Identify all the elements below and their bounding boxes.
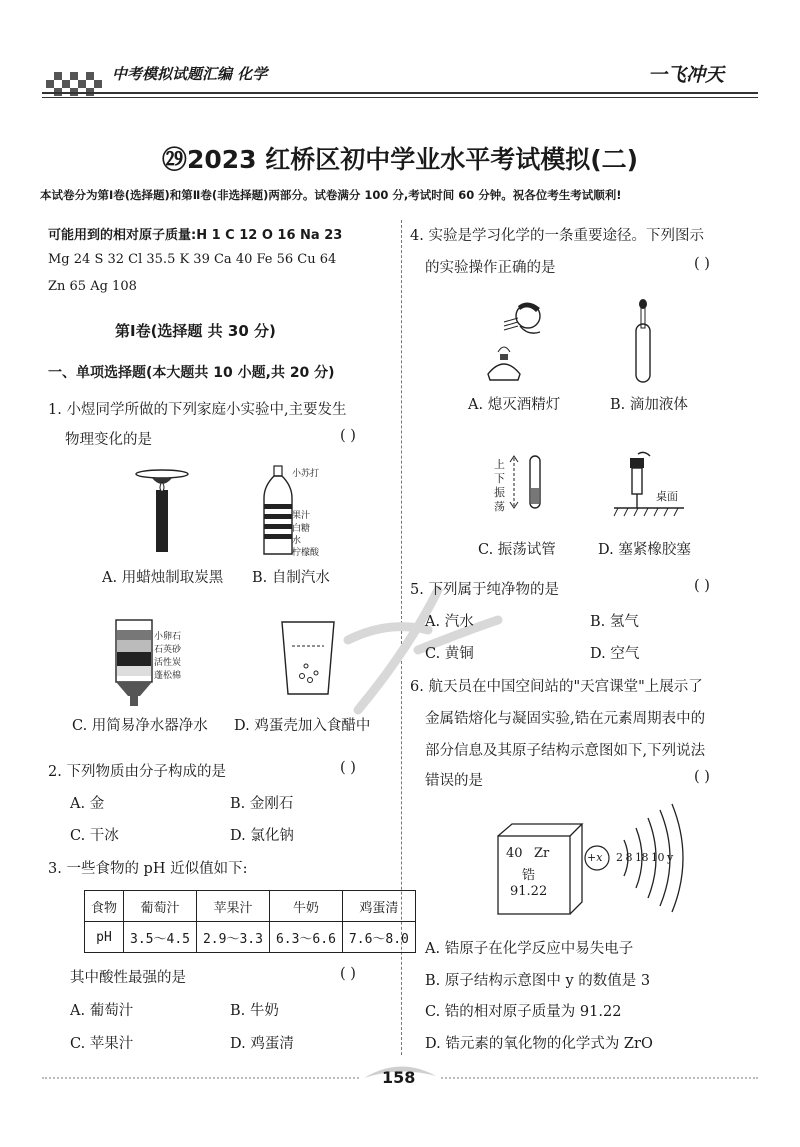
- part-title: 一、单项选择题(本大题共 10 小题,共 20 分): [48, 365, 335, 381]
- q2-answer-blank[interactable]: ( ): [340, 760, 356, 776]
- atomic-masses-line1: 可能用到的相对原子质量:H 1 C 12 O 16 Na 23: [48, 228, 343, 243]
- q1-stem-line1: 1. 小煜同学所做的下列家庭小实验中,主要发生: [48, 402, 347, 418]
- q5-option-b[interactable]: B. 氢气: [590, 614, 639, 630]
- nucleus-charge: +x: [587, 851, 603, 864]
- water-filter-icon: [112, 616, 156, 708]
- table-cell: 食物: [85, 891, 124, 922]
- label-down: 下: [494, 472, 505, 485]
- atomic-masses-line3: Zn 65 Ag 108: [48, 279, 137, 294]
- q1-option-b[interactable]: B. 自制汽水: [252, 570, 330, 586]
- book-title: 中考模拟试题汇编 化学: [112, 65, 268, 83]
- label-soda: 小苏打: [292, 469, 320, 479]
- q1-answer-blank[interactable]: ( ): [340, 428, 356, 444]
- q1-option-c[interactable]: C. 用简易净水器净水: [72, 718, 208, 734]
- q4-figure-alcohol-lamp: [484, 296, 554, 390]
- q4-option-d[interactable]: D. 塞紧橡胶塞: [598, 542, 691, 558]
- candle-plate-icon: [128, 468, 198, 568]
- label-citric-acid: 柠檬酸: [292, 548, 320, 558]
- stopper-tube-icon: [614, 450, 684, 520]
- label-sand: 石英砂: [154, 645, 182, 655]
- q6-option-d[interactable]: D. 锆元素的氧化物的化学式为 ZrO: [425, 1036, 653, 1052]
- q4-stem-line1: 4. 实验是学习化学的一条重要途径。下列图示: [410, 228, 704, 244]
- q4-option-b[interactable]: B. 滴加液体: [610, 397, 688, 413]
- q5-option-a[interactable]: A. 汽水: [425, 614, 474, 630]
- q2-option-d[interactable]: D. 氯化钠: [230, 828, 294, 844]
- q3-option-b[interactable]: B. 牛奶: [230, 1003, 279, 1019]
- q1-option-d[interactable]: D. 鸡蛋壳加入食醋中: [234, 718, 371, 734]
- exam-intro: 本试卷分为第Ⅰ卷(选择题)和第Ⅱ卷(非选择题)两部分。试卷满分 100 分,考试时间 60 分钟。祝各位考生考试顺利!: [40, 188, 622, 202]
- q4-option-c[interactable]: C. 振荡试管: [478, 542, 556, 558]
- q3-question: 其中酸性最强的是: [70, 970, 186, 986]
- q6-stem-line4: 错误的是: [425, 773, 483, 789]
- q6-stem-line1: 6. 航天员在中国空间站的"天宫课堂"上展示了: [410, 679, 703, 695]
- q1-figure-candle: [128, 468, 198, 572]
- ph-table-header-row: [85, 891, 416, 922]
- label-activated-carbon: 活性炭: [154, 658, 182, 668]
- label-shake-1: 振: [494, 486, 505, 499]
- label-shake-2: 荡: [494, 500, 505, 513]
- atomic-masses-line2: Mg 24 S 32 Cl 35.5 K 39 Ca 40 Fe 56 Cu 64: [48, 252, 337, 267]
- header-decoration: [42, 58, 106, 96]
- label-water: 水: [292, 536, 302, 546]
- q5-option-c[interactable]: C. 黄铜: [425, 646, 474, 662]
- q5-stem: 5. 下列属于纯净物的是: [410, 582, 559, 598]
- table-cell: 牛奶: [269, 891, 342, 922]
- label-up: 上: [494, 458, 505, 471]
- q6-option-b[interactable]: B. 原子结构示意图中 y 的数值是 3: [425, 973, 651, 989]
- element-cell: [496, 822, 586, 918]
- q1-stem-line2: 物理变化的是: [65, 432, 152, 448]
- q4-answer-blank[interactable]: ( ): [694, 256, 710, 272]
- q6-option-a[interactable]: A. 锆原子在化学反应中易失电子: [425, 941, 634, 957]
- q6-stem-line3: 部分信息及其原子结构示意图如下,下列说法: [425, 743, 706, 759]
- q2-option-a[interactable]: A. 金: [70, 796, 105, 812]
- atomic-structure: [584, 800, 724, 918]
- q3-stem: 3. 一些食物的 pH 近似值如下:: [48, 861, 248, 877]
- table-cell: 鸡蛋清: [342, 891, 415, 922]
- label-pebble: 小卵石: [154, 632, 182, 642]
- table-cell: pH: [85, 922, 124, 953]
- q2-stem: 2. 下列物质由分子构成的是: [48, 764, 226, 780]
- q4-figure-shake: [508, 454, 548, 518]
- exam-number: ㉙: [161, 145, 187, 174]
- shake-tube-icon: [508, 454, 548, 514]
- cube-outline-icon: [496, 822, 586, 918]
- atomic-mass: 91.22: [510, 884, 548, 899]
- q4-stem-line2: 的实验操作正确的是: [425, 260, 556, 276]
- label-sugar: 白糖: [292, 524, 311, 534]
- table-cell: 3.5～4.5: [124, 922, 197, 953]
- element-symbol: Zr: [534, 846, 550, 861]
- q4-figure-dropper: [628, 298, 658, 392]
- q3-option-a[interactable]: A. 葡萄汁: [70, 1003, 134, 1019]
- q4-option-a[interactable]: A. 熄灭酒精灯: [468, 397, 561, 413]
- q5-answer-blank[interactable]: ( ): [694, 578, 710, 594]
- q2-option-c[interactable]: C. 干冰: [70, 828, 119, 844]
- q6-answer-blank[interactable]: ( ): [694, 769, 710, 785]
- brand-logo: 一飞冲天: [648, 64, 725, 86]
- q3-option-d[interactable]: D. 鸡蛋清: [230, 1036, 294, 1052]
- label-cotton: 蓬松棉: [154, 671, 182, 681]
- blowing-lamp-icon: [484, 296, 554, 386]
- table-cell: 6.3～6.6: [269, 922, 342, 953]
- q3-option-c[interactable]: C. 苹果汁: [70, 1036, 134, 1052]
- table-cell: 葡萄汁: [124, 891, 197, 922]
- q5-option-d[interactable]: D. 空气: [590, 646, 640, 662]
- ph-table-row: [85, 922, 416, 953]
- dropper-tube-icon: [628, 298, 658, 388]
- footer-page-badge: [360, 1058, 440, 1092]
- q6-option-c[interactable]: C. 锆的相对原子质量为 91.22: [425, 1004, 622, 1020]
- ph-table: [84, 890, 416, 953]
- table-cell: 2.9～3.3: [196, 922, 269, 953]
- q6-stem-line2: 金属锆熔化与凝固实验,锆在元素周期表中的: [425, 711, 706, 727]
- q1-figure-filter: [112, 616, 156, 712]
- q2-option-b[interactable]: B. 金刚石: [230, 796, 294, 812]
- q4-figure-stopper: [614, 450, 684, 524]
- header-rule: [42, 92, 758, 98]
- checker-pattern-icon: [42, 58, 106, 96]
- page-title: [0, 140, 800, 176]
- atomic-number: 40: [506, 846, 523, 861]
- exam-title: 2023 红桥区初中学业水平考试模拟(二): [186, 145, 639, 174]
- q1-option-a[interactable]: A. 用蜡烛制取炭黑: [102, 570, 224, 586]
- table-cell: 苹果汁: [196, 891, 269, 922]
- label-juice: 果汁: [292, 511, 311, 521]
- q3-answer-blank[interactable]: ( ): [340, 966, 356, 982]
- element-name: 锆: [522, 868, 536, 883]
- section-title: 第Ⅰ卷(选择题 共 30 分): [115, 322, 276, 340]
- page-number: 158: [382, 1068, 416, 1087]
- table-cell: 7.6～8.0: [342, 922, 415, 953]
- electron-counts: 2 8 18 10 y: [616, 851, 673, 864]
- label-desk: 桌面: [656, 490, 678, 503]
